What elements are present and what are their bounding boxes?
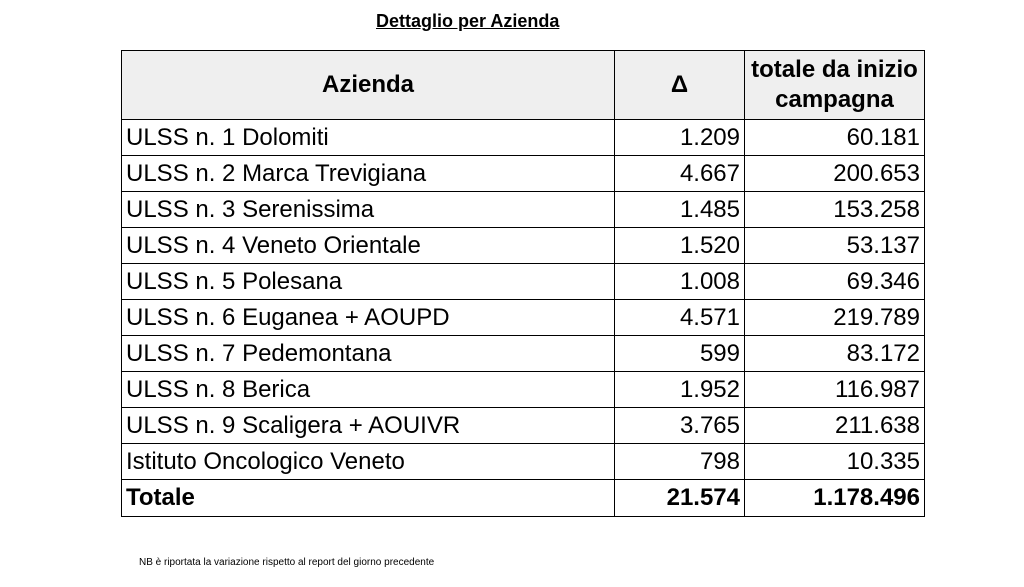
- cell-totale: 10.335: [745, 444, 925, 480]
- cell-azienda: ULSS n. 4 Veneto Orientale: [122, 228, 615, 264]
- cell-azienda: Istituto Oncologico Veneto: [122, 444, 615, 480]
- cell-totale: 53.137: [745, 228, 925, 264]
- footnote: NB è riportata la variazione rispetto al report del giorno precedente: [139, 557, 435, 568]
- cell-delta: 1.485: [615, 192, 745, 228]
- total-row: [122, 480, 925, 517]
- cell-azienda: ULSS n. 6 Euganea + AOUPD: [122, 300, 615, 336]
- table-row: [122, 192, 925, 228]
- cell-totale: 219.789: [745, 300, 925, 336]
- table-row: [122, 264, 925, 300]
- cell-totale: 69.346: [745, 264, 925, 300]
- table-row: [122, 408, 925, 444]
- cell-azienda: ULSS n. 7 Pedemontana: [122, 336, 615, 372]
- azienda-table: [121, 50, 925, 517]
- table-row: [122, 228, 925, 264]
- total-label: Totale: [122, 480, 615, 517]
- table-row: [122, 372, 925, 408]
- table-row: [122, 120, 925, 156]
- cell-totale: 153.258: [745, 192, 925, 228]
- header-azienda: Azienda: [122, 51, 615, 120]
- cell-delta: 4.571: [615, 300, 745, 336]
- cell-azienda: ULSS n. 9 Scaligera + AOUIVR: [122, 408, 615, 444]
- cell-delta: 1.952: [615, 372, 745, 408]
- header-totale: totale da inizio campagna: [745, 51, 925, 120]
- header-delta: Δ: [615, 51, 745, 120]
- total-totale: 1.178.496: [745, 480, 925, 517]
- cell-delta: 1.520: [615, 228, 745, 264]
- cell-totale: 60.181: [745, 120, 925, 156]
- cell-delta: 599: [615, 336, 745, 372]
- cell-delta: 3.765: [615, 408, 745, 444]
- table-row: [122, 156, 925, 192]
- table-header-row: [122, 51, 925, 120]
- cell-delta: 1.209: [615, 120, 745, 156]
- cell-azienda: ULSS n. 1 Dolomiti: [122, 120, 615, 156]
- cell-totale: 211.638: [745, 408, 925, 444]
- cell-azienda: ULSS n. 2 Marca Trevigiana: [122, 156, 615, 192]
- table-row: [122, 336, 925, 372]
- cell-totale: 200.653: [745, 156, 925, 192]
- cell-delta: 4.667: [615, 156, 745, 192]
- cell-delta: 798: [615, 444, 745, 480]
- cell-azienda: ULSS n. 3 Serenissima: [122, 192, 615, 228]
- total-delta: 21.574: [615, 480, 745, 517]
- cell-totale: 83.172: [745, 336, 925, 372]
- cell-delta: 1.008: [615, 264, 745, 300]
- table-row: [122, 300, 925, 336]
- table-row: [122, 444, 925, 480]
- cell-azienda: ULSS n. 8 Berica: [122, 372, 615, 408]
- cell-totale: 116.987: [745, 372, 925, 408]
- page-title: Dettaglio per Azienda: [376, 11, 560, 31]
- cell-azienda: ULSS n. 5 Polesana: [122, 264, 615, 300]
